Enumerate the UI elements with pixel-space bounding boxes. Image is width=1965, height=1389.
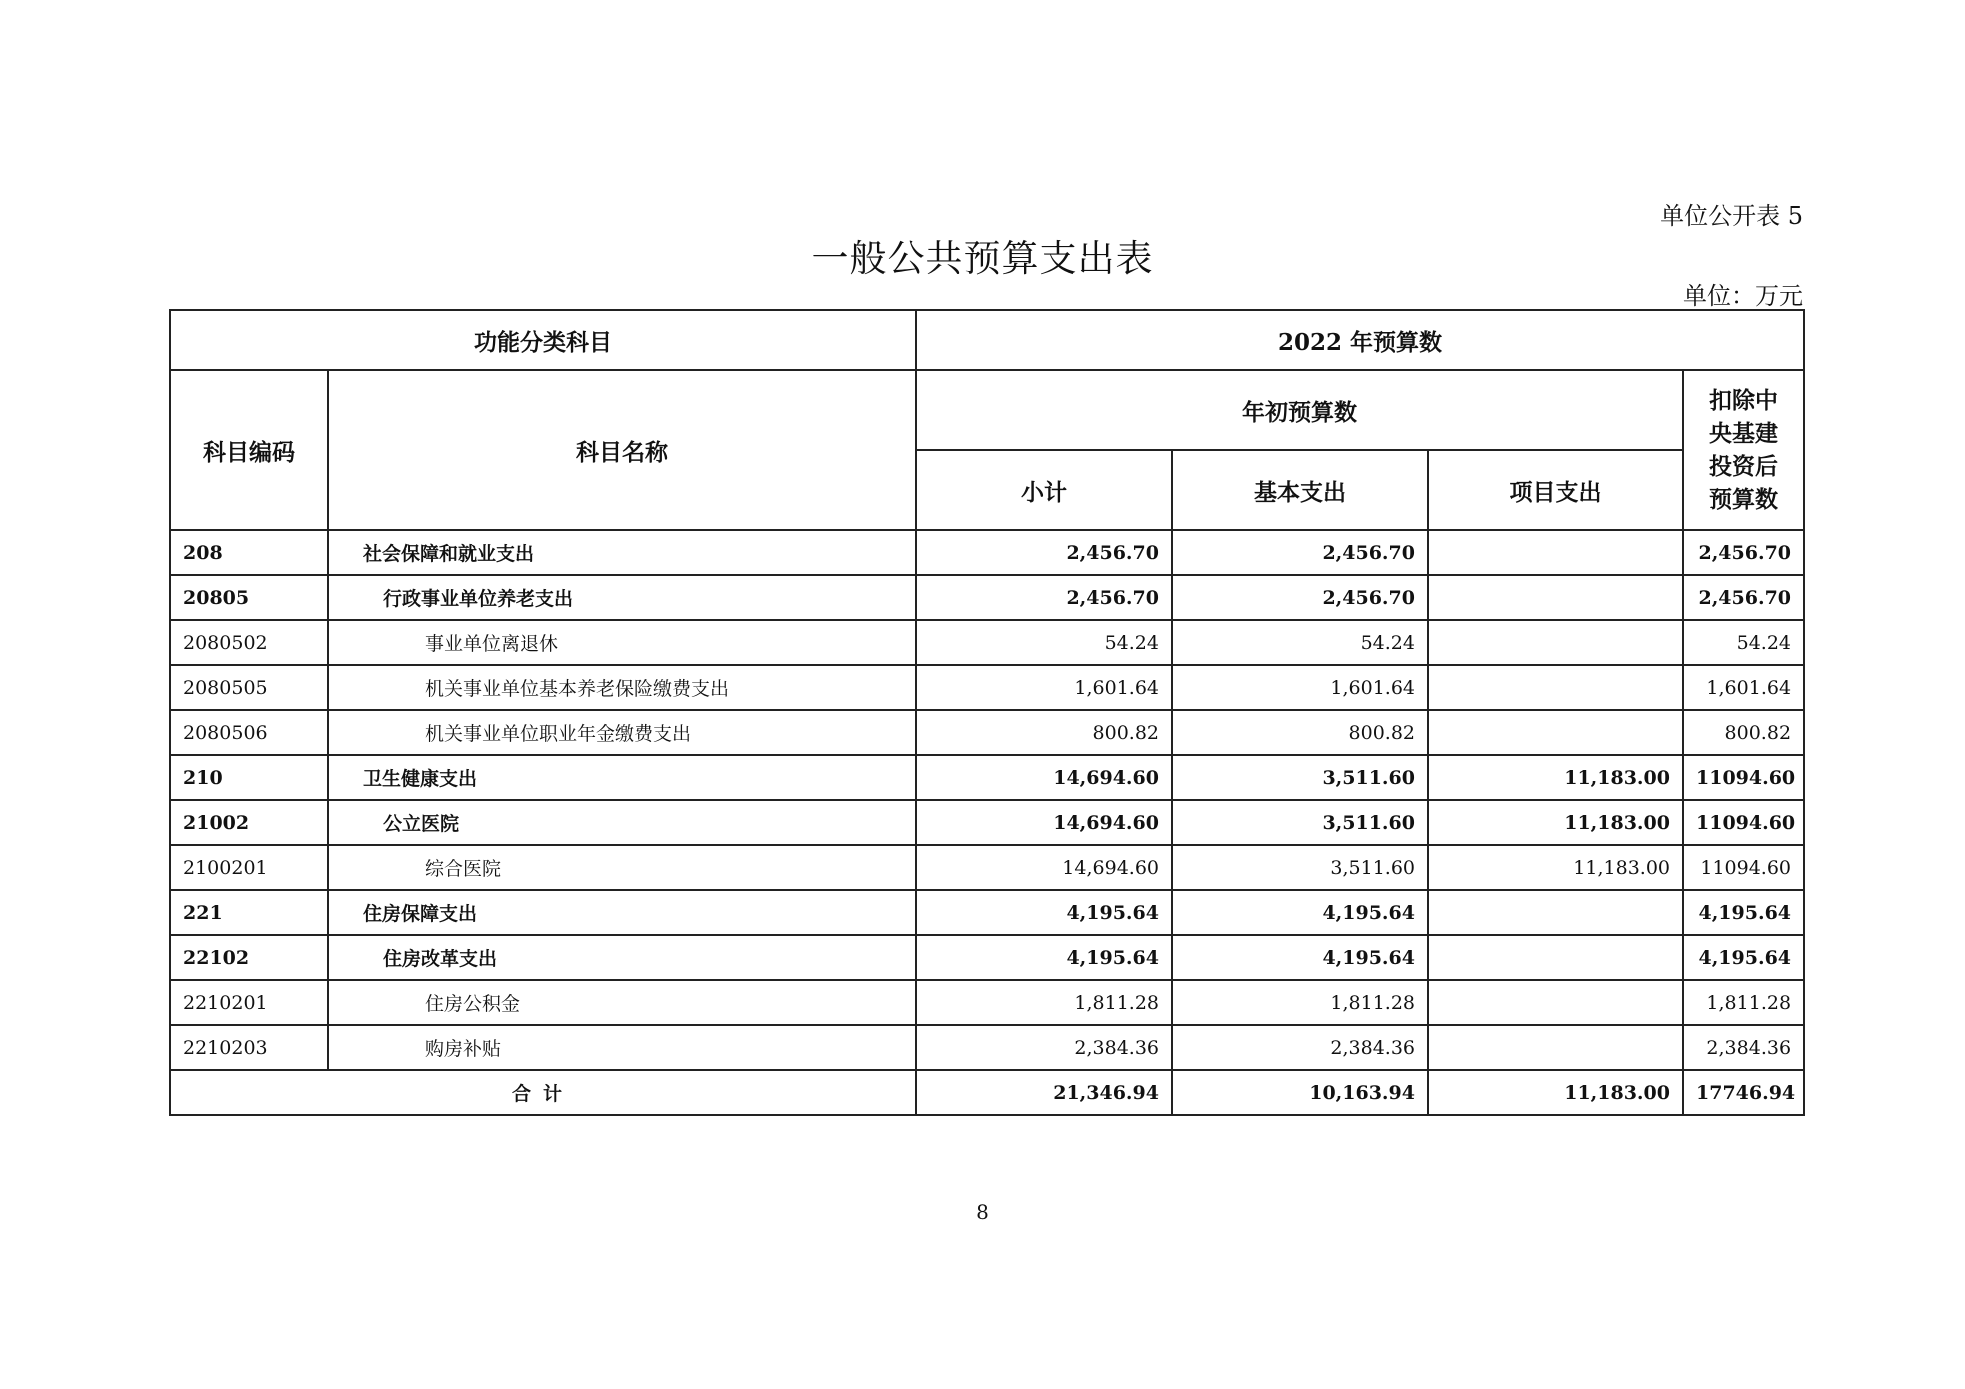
row-name: 行政事业单位养老支出	[328, 575, 916, 620]
header-after-deduct: 扣除中央基建投资后预算数	[1683, 370, 1804, 530]
row-project: 11,183.00	[1428, 845, 1683, 890]
table-row	[170, 575, 1804, 620]
row-code: 2080505	[170, 665, 328, 710]
row-subtotal: 14,694.60	[916, 800, 1172, 845]
row-basic: 1,811.28	[1172, 980, 1428, 1025]
row-basic: 3,511.60	[1172, 800, 1428, 845]
row-basic: 3,511.60	[1172, 845, 1428, 890]
row-code: 2210201	[170, 980, 328, 1025]
row-after: 1,811.28	[1683, 980, 1804, 1025]
table-row	[170, 890, 1804, 935]
row-subtotal: 2,456.70	[916, 530, 1172, 575]
table-row	[170, 755, 1804, 800]
row-name: 社会保障和就业支出	[328, 530, 916, 575]
row-code: 221	[170, 890, 328, 935]
row-name: 事业单位离退休	[328, 620, 916, 665]
row-after: 800.82	[1683, 710, 1804, 755]
row-code: 2080502	[170, 620, 328, 665]
row-basic: 4,195.64	[1172, 935, 1428, 980]
row-after: 11094.60	[1683, 800, 1804, 845]
row-code: 2080506	[170, 710, 328, 755]
table-row	[170, 530, 1804, 575]
document-label: 单位公开表 5	[1660, 202, 1803, 230]
row-name: 综合医院	[328, 845, 916, 890]
table-row	[170, 935, 1804, 980]
row-name: 住房保障支出	[328, 890, 916, 935]
row-code: 20805	[170, 575, 328, 620]
row-name: 住房公积金	[328, 980, 916, 1025]
row-project	[1428, 710, 1683, 755]
total-label: 合计	[170, 1070, 916, 1115]
row-name: 住房改革支出	[328, 935, 916, 980]
row-after: 11094.60	[1683, 845, 1804, 890]
row-code: 21002	[170, 800, 328, 845]
row-subtotal: 2,456.70	[916, 575, 1172, 620]
budget-table	[169, 309, 1805, 1116]
row-code: 2210203	[170, 1025, 328, 1070]
row-basic: 2,456.70	[1172, 575, 1428, 620]
row-subtotal: 14,694.60	[916, 845, 1172, 890]
header-basic: 基本支出	[1172, 450, 1428, 530]
page-number: 8	[976, 1200, 989, 1224]
row-subtotal: 1,601.64	[916, 665, 1172, 710]
row-after: 4,195.64	[1683, 935, 1804, 980]
row-subtotal: 800.82	[916, 710, 1172, 755]
row-code: 22102	[170, 935, 328, 980]
row-basic: 800.82	[1172, 710, 1428, 755]
row-name: 购房补贴	[328, 1025, 916, 1070]
row-project: 11,183.00	[1428, 755, 1683, 800]
header-initial-budget: 年初预算数	[916, 370, 1683, 450]
table-row	[170, 980, 1804, 1025]
row-project	[1428, 575, 1683, 620]
header-budget-year: 2022 年预算数	[916, 310, 1804, 370]
total-basic: 10,163.94	[1172, 1070, 1428, 1115]
row-subtotal: 14,694.60	[916, 755, 1172, 800]
row-project	[1428, 1025, 1683, 1070]
row-name: 机关事业单位基本养老保险缴费支出	[328, 665, 916, 710]
row-basic: 54.24	[1172, 620, 1428, 665]
row-code: 210	[170, 755, 328, 800]
row-after: 1,601.64	[1683, 665, 1804, 710]
row-name: 公立医院	[328, 800, 916, 845]
row-project	[1428, 980, 1683, 1025]
row-subtotal: 4,195.64	[916, 935, 1172, 980]
table-row	[170, 1025, 1804, 1070]
total-project: 11,183.00	[1428, 1070, 1683, 1115]
table-row	[170, 845, 1804, 890]
header-project: 项目支出	[1428, 450, 1683, 530]
header-code: 科目编码	[170, 370, 328, 530]
header-subtotal: 小计	[916, 450, 1172, 530]
row-basic: 3,511.60	[1172, 755, 1428, 800]
header-name: 科目名称	[328, 370, 916, 530]
row-subtotal: 4,195.64	[916, 890, 1172, 935]
row-after: 2,456.70	[1683, 530, 1804, 575]
total-row	[170, 1070, 1804, 1115]
row-code: 2100201	[170, 845, 328, 890]
row-after: 4,195.64	[1683, 890, 1804, 935]
total-after: 17746.94	[1683, 1070, 1804, 1115]
header-row-2	[170, 370, 1804, 450]
table-row	[170, 800, 1804, 845]
row-project	[1428, 890, 1683, 935]
row-after: 2,384.36	[1683, 1025, 1804, 1070]
total-subtotal: 21,346.94	[916, 1070, 1172, 1115]
row-after: 54.24	[1683, 620, 1804, 665]
row-project	[1428, 935, 1683, 980]
row-basic: 1,601.64	[1172, 665, 1428, 710]
unit-label: 单位：万元	[1683, 282, 1803, 310]
row-subtotal: 2,384.36	[916, 1025, 1172, 1070]
page-title: 一般公共预算支出表	[811, 237, 1154, 280]
row-code: 208	[170, 530, 328, 575]
row-after: 2,456.70	[1683, 575, 1804, 620]
table-row	[170, 665, 1804, 710]
row-name: 机关事业单位职业年金缴费支出	[328, 710, 916, 755]
header-functional: 功能分类科目	[170, 310, 916, 370]
row-basic: 2,456.70	[1172, 530, 1428, 575]
table-row	[170, 710, 1804, 755]
row-subtotal: 54.24	[916, 620, 1172, 665]
table-row	[170, 620, 1804, 665]
row-project	[1428, 620, 1683, 665]
row-project: 11,183.00	[1428, 800, 1683, 845]
row-basic: 4,195.64	[1172, 890, 1428, 935]
row-basic: 2,384.36	[1172, 1025, 1428, 1070]
row-subtotal: 1,811.28	[916, 980, 1172, 1025]
row-project	[1428, 530, 1683, 575]
header-row-1	[170, 310, 1804, 370]
row-project	[1428, 665, 1683, 710]
row-name: 卫生健康支出	[328, 755, 916, 800]
row-after: 11094.60	[1683, 755, 1804, 800]
